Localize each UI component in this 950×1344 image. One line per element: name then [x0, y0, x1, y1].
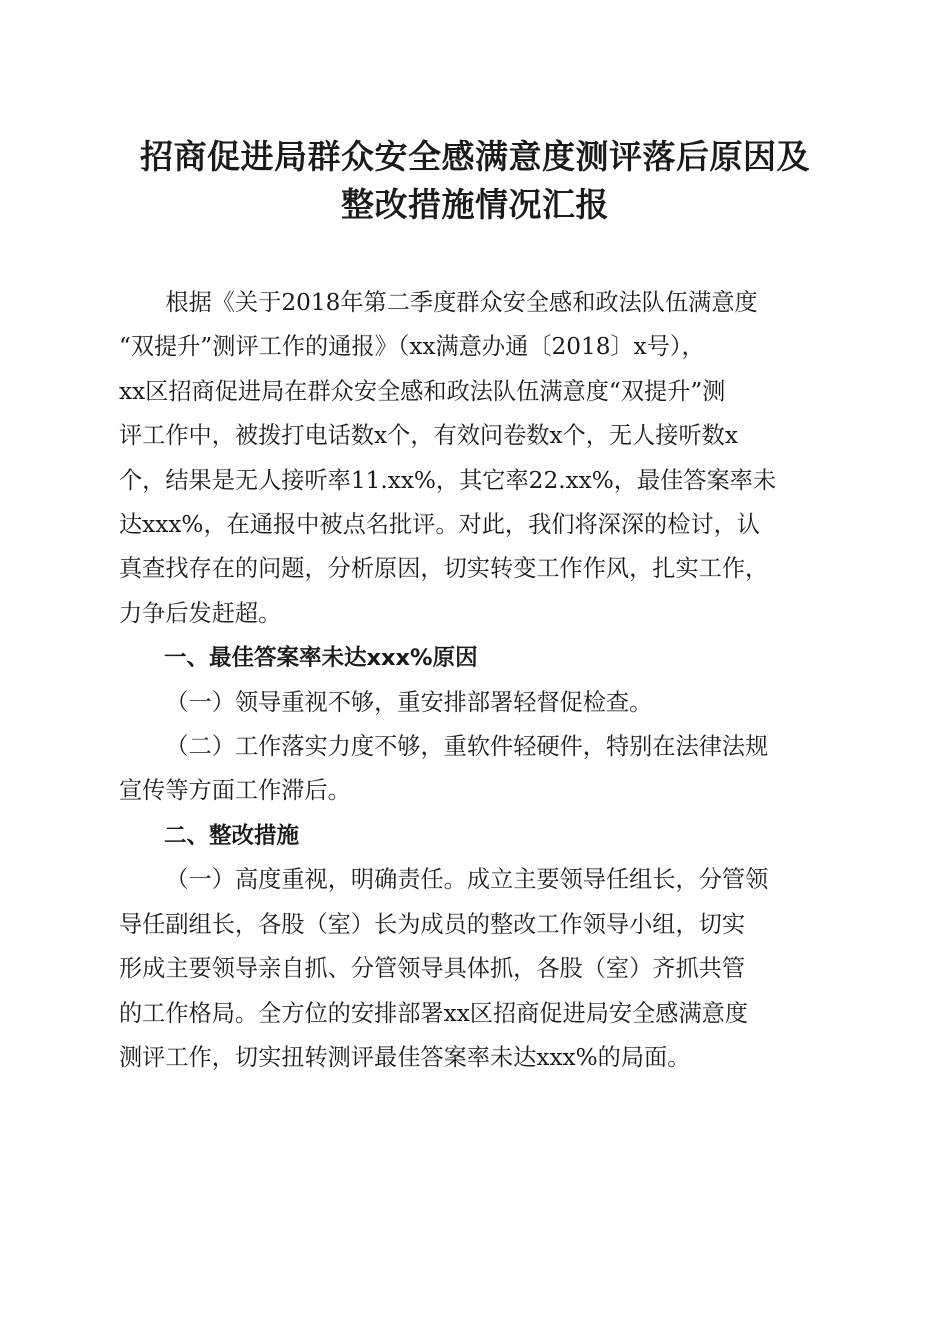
- measure-line: （一）高度重视，明确责任。成立主要领导任组长，分管领: [165, 866, 769, 894]
- intro-line: 达xxx%，在通报中被点名批评。对此，我们将深深的检讨，认: [119, 511, 760, 539]
- title-line: 整改措施情况汇报: [341, 185, 609, 224]
- intro-line: 评工作中，被拨打电话数x个，有效问卷数x个，无人接听数x: [119, 422, 738, 450]
- intro-line: 根据《关于2018年第二季度群众安全感和政法队伍满意度: [165, 289, 758, 316]
- intro-paragraph: [119, 281, 831, 636]
- reason-paragraph-2: [119, 725, 831, 814]
- title-line: 招商促进局群众安全感满意度测评落后原因及: [140, 137, 810, 176]
- measure-line: 导任副组长，各股（室）长为成员的整改工作领导小组，切实: [119, 910, 746, 938]
- measure-line: 的工作格局。全方位的安排部署xx区招商促进局安全感满意度: [119, 999, 749, 1027]
- section-heading-measures: 二、整改措施: [164, 822, 300, 849]
- intro-line: 力争后发赶超。: [119, 599, 282, 627]
- intro-line: 个，结果是无人接听率11.xx%，其它率22.xx%，最佳答案率未: [119, 466, 777, 494]
- reason-paragraph-1: [119, 681, 831, 725]
- intro-line: xx区招商促进局在群众安全感和政法队伍满意度“双提升”测: [119, 377, 726, 405]
- section-heading-reasons: 一、最佳答案率未达xxx%原因: [164, 645, 478, 672]
- intro-line: “双提升”测评工作的通报》（xx满意办通〔2018〕x号），: [119, 333, 705, 361]
- intro-line: 真查找存在的问题，分析原因，切实转变工作作风，扎实工作，: [119, 555, 769, 583]
- document-title: [119, 0, 831, 229]
- measure-paragraph-1: [119, 858, 831, 1080]
- reason-line: （一）领导重视不够，重安排部署轻督促检查。: [165, 688, 653, 716]
- measure-line: 测评工作，切实扭转测评最佳答案率未达xxx%的局面。: [119, 1043, 691, 1071]
- reason-line: 宣传等方面工作滞后。: [119, 777, 351, 805]
- measure-line: 形成主要领导亲自抓、分管领导具体抓，各股（室）齐抓共管: [119, 955, 746, 983]
- document-page: [119, 0, 831, 1080]
- document-body: [119, 281, 831, 1080]
- reason-line: （二）工作落实力度不够，重软件轻硬件，特别在法律法规: [165, 733, 769, 761]
